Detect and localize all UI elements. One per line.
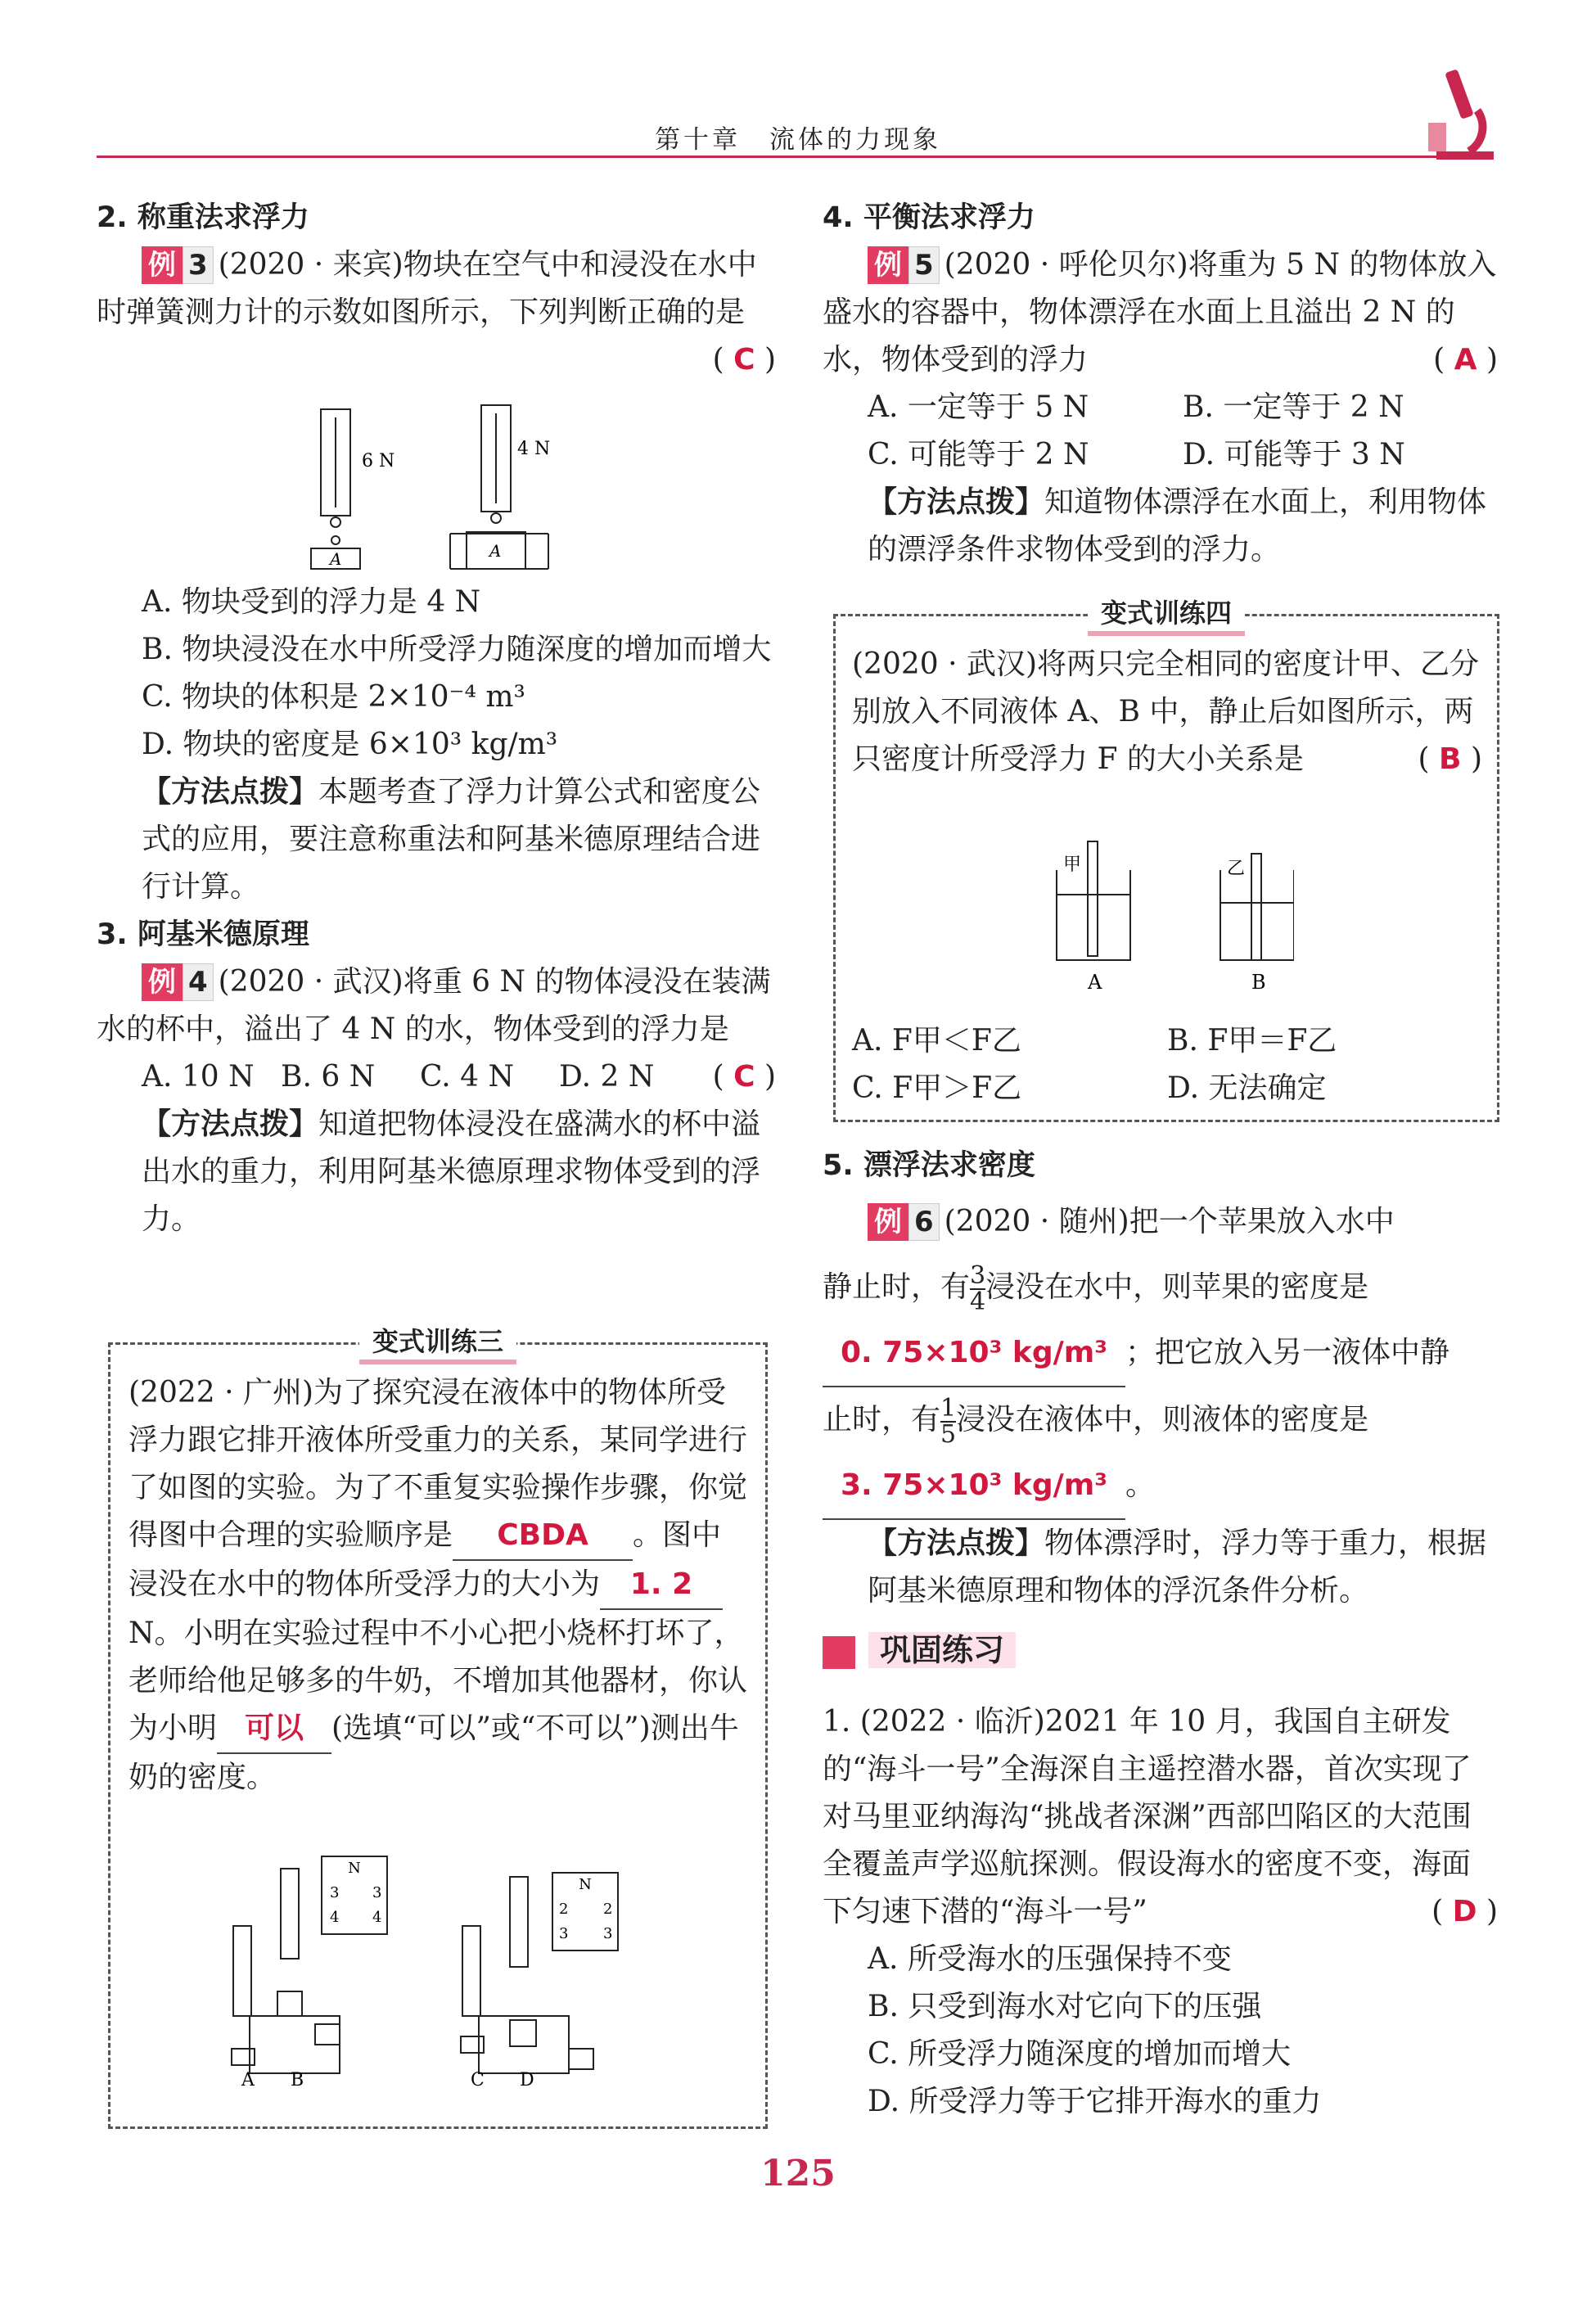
label-liquid-b: B xyxy=(1251,971,1266,993)
answer: C xyxy=(733,1060,755,1094)
example-badge: 例 xyxy=(868,1203,908,1241)
example-5-text: (2020 · 呼伦贝尔)将重为 5 N 的物体放入盛水的容器中，物体漂浮在水面上且溢出 2 N 的水，物体受到的浮力 xyxy=(823,248,1497,377)
fraction-3-4 xyxy=(970,1261,986,1316)
answer: A xyxy=(1454,343,1477,377)
left-column xyxy=(97,194,776,384)
example-badge: 例 xyxy=(142,963,183,1001)
denominator: 4 xyxy=(970,1288,986,1316)
scale-d-2: 3 xyxy=(559,1925,569,1942)
question-1 xyxy=(823,1698,1498,2126)
example-5: 例 5 (2020 · 呼伦贝尔)将重为 5 N 的物体放入盛水的容器中，物体漂浮在水面上且溢出 2 N 的水，物体受到的浮力 ( A ) xyxy=(823,248,1498,377)
block-a-2: A xyxy=(489,541,502,561)
option: A. 10 N xyxy=(142,1060,255,1094)
option: D. 所受浮力等于它排开海水的重力 xyxy=(868,2085,1322,2118)
review-icon xyxy=(823,1636,855,1669)
training-title: 变式训练四 xyxy=(1088,595,1245,636)
answer: C xyxy=(733,343,755,377)
answer: D xyxy=(1452,1895,1477,1928)
scale-b-1: 3 xyxy=(330,1884,340,1901)
option: D. 可能等于 3 N xyxy=(1183,438,1405,471)
blank-apple-density: 0. 75×10³ kg/m³ xyxy=(823,1320,1125,1387)
ex4-tip xyxy=(97,1101,776,1243)
scale-d-0: N xyxy=(579,1876,592,1893)
question-1-text: 1. (2022 · 临沂)2021 年 10 月，我国自主研发的“海斗一号”全海深自主遥控潜水器，首次实现了对马里亚纳海沟“挑战者深渊”西部凹陷区的大范围全覆盖声学巡航探测。假设海水的密度不变，海面下匀速下潜的“海斗一号” ( D ) xyxy=(823,1705,1498,1928)
example-4: 例 4 (2020 · 武汉)将重 6 N 的物体浸没在装满水的杯中，溢出了 4 N 的水，物体受到的浮力是 ( C ) xyxy=(97,965,776,1094)
ex3-tip xyxy=(97,769,776,911)
ex5-tip xyxy=(823,479,1498,574)
scale-b-2: 4 xyxy=(330,1909,340,1926)
text: (2020 · 随州)把一个苹果放入水中 xyxy=(944,1205,1395,1238)
text: 。图中浸没在水中的物体所受浮力的大小为 xyxy=(128,1518,722,1601)
training-title: 变式训练三 xyxy=(359,1324,516,1364)
blank-buoyancy: 1. 2 xyxy=(600,1561,723,1610)
example-3-text: (2020 · 来宾)物块在空气中和浸没在水中时弹簧测力计的示数如图所示，下列判断正确的是 xyxy=(97,248,757,329)
example-6 xyxy=(823,1189,1498,1520)
ex3-option-b: B. 物块浸没在水中所受浮力随深度的增加而增大 xyxy=(142,633,772,666)
option: A. F甲＜F乙 xyxy=(852,1024,1021,1058)
header-rule xyxy=(97,156,1488,158)
blank-liquid-density: 3. 75×10³ kg/m³ xyxy=(823,1453,1125,1520)
block-a-1: A xyxy=(330,549,342,569)
numerator: 1 xyxy=(940,1394,957,1423)
example-number: 4 xyxy=(183,963,214,1001)
example-badge: 例 xyxy=(868,246,908,284)
scale-b-3: 3 xyxy=(372,1884,382,1901)
ex4-options xyxy=(97,1053,776,1101)
review-section-title xyxy=(823,1625,1016,1670)
training-4-body: (2020 · 武汉)将两只完全相同的密度计甲、乙分别放入不同液体 A、B 中，静止后如图所示，两只密度计所受浮力 F 的大小关系是 ( B ) xyxy=(852,647,1482,776)
right-column xyxy=(823,194,1498,574)
option: C. 所受浮力随深度的增加而增大 xyxy=(868,2037,1292,2071)
fraction-1-5 xyxy=(940,1396,956,1447)
text: ；把它放入另一液体中静 xyxy=(1125,1336,1450,1369)
label-b: B xyxy=(291,2070,304,2090)
tip-text: 知道把物体浸没在盛满水的杯中溢出水的重力，利用阿基米德原理求物体受到的浮力。 xyxy=(142,1107,761,1236)
example-4-text: (2020 · 武汉)将重 6 N 的物体浸没在装满水的杯中，溢出了 4 N 的水，物体受到的浮力是 xyxy=(97,965,771,1046)
blank-can: 可以 xyxy=(217,1705,331,1754)
training-box-4 xyxy=(833,598,1499,1122)
scale-d-3: 2 xyxy=(603,1901,613,1918)
spring-scale-figure xyxy=(303,401,581,573)
answer: B xyxy=(1439,742,1462,776)
option: A. 一定等于 5 N xyxy=(868,390,1089,424)
example-number: 5 xyxy=(908,246,940,284)
train4-options xyxy=(852,1017,1482,1112)
section-5-title: 5. 漂浮法求密度 xyxy=(823,1149,1035,1182)
option: C. 4 N xyxy=(420,1060,514,1094)
text: 。 xyxy=(1125,1468,1156,1502)
page-number: 125 xyxy=(760,2153,836,2194)
text: (2022 · 广州)为了探究浸在液体中的物体所受浮力跟它排开液体所受重力的关系，某同学进行了如图的实验。为了不重复实验操作步骤，你觉得图中合理的实验顺序是 xyxy=(128,1376,748,1552)
text: 1. (2022 · 临沂)2021 年 10 月，我国自主研发的“海斗一号”全海深自主遥控潜水器，首次实现了对马里亚纳海沟“挑战者深渊”西部凹陷区的大范围全覆盖声学巡航探测。假设海水的密度不变，海面下匀速下潜的“海斗一号” xyxy=(823,1705,1472,1928)
left-column-2 xyxy=(97,579,776,1243)
scale-d-4: 3 xyxy=(603,1925,613,1942)
hydrometer-figure xyxy=(1032,837,1294,993)
text: (2020 · 武汉)将两只完全相同的密度计甲、乙分别放入不同液体 A、B 中，静止后如图所示，两只密度计所受浮力 F 的大小关系是 xyxy=(852,647,1480,776)
text: 止时，有 xyxy=(823,1403,941,1436)
option: D. 2 N xyxy=(559,1060,655,1094)
review-title: 巩固练习 xyxy=(868,1632,1016,1668)
training-4-text xyxy=(852,641,1482,783)
scale-b-4: 4 xyxy=(372,1909,382,1926)
section-2-title: 2. 称重法求浮力 xyxy=(97,201,309,234)
label-liquid-a: A xyxy=(1088,971,1102,993)
training-box-3 xyxy=(108,1326,768,2129)
option: B. 只受到海水对它向下的压强 xyxy=(868,1990,1262,2023)
blank-order: CBDA xyxy=(453,1512,633,1561)
section-4-title: 4. 平衡法求浮力 xyxy=(823,201,1035,234)
text: 静止时，有 xyxy=(823,1270,971,1304)
chapter-header: 第十章 流体的力现象 xyxy=(655,125,941,155)
ex3-option-a: A. 物块受到的浮力是 4 N xyxy=(142,585,481,619)
option: C. F甲＞F乙 xyxy=(852,1071,1022,1105)
label-jia: 甲 xyxy=(1063,855,1082,875)
numerator: 3 xyxy=(970,1261,986,1290)
example-badge: 例 xyxy=(142,246,183,284)
scale-b-0: N xyxy=(348,1860,361,1877)
denominator: 5 xyxy=(940,1420,957,1449)
example-3: 例 3 (2020 · 来宾)物块在空气中和浸没在水中时弹簧测力计的示数如图所示，下列判断正确的是 ( C ) xyxy=(97,248,776,377)
text: (选填“可以”或“不可以”)测出牛奶的密度。 xyxy=(128,1711,739,1794)
tip-text: 知道物体漂浮在水面上，利用物体的漂浮条件求物体受到的浮力。 xyxy=(868,485,1487,566)
tip-tag: 【方法点拨】 xyxy=(868,1527,1045,1560)
option: B. F甲＝F乙 xyxy=(1167,1024,1337,1058)
ex3-option-d: D. 物块的密度是 6×10³ kg/m³ xyxy=(142,728,558,761)
tip-text: 物体漂浮时，浮力等于重力，根据阿基米德原理和物体的浮沉条件分析。 xyxy=(868,1527,1487,1608)
label-d: D xyxy=(520,2070,534,2090)
text: 浸没在液体中，则液体的密度是 xyxy=(956,1403,1369,1436)
tip-text: 本题考查了浮力计算公式和密度公式的应用，要注意称重法和阿基米德原理结合进行计算。 xyxy=(142,775,761,904)
text: 浸没在水中，则苹果的密度是 xyxy=(985,1270,1369,1304)
example-number: 6 xyxy=(908,1203,940,1241)
label-c: C xyxy=(471,2070,485,2090)
tip-tag: 【方法点拨】 xyxy=(142,1107,319,1141)
label-a: A xyxy=(241,2070,255,2090)
experiment-figure xyxy=(217,1852,692,2090)
ex6-tip xyxy=(823,1520,1498,1615)
section-3-title: 3. 阿基米德原理 xyxy=(97,918,309,951)
reading-a: 6 N xyxy=(362,451,395,471)
ex3-option-c: C. 物块的体积是 2×10⁻⁴ m³ xyxy=(142,680,525,714)
scale-d-1: 2 xyxy=(559,1901,569,1918)
option: A. 所受海水的压强保持不变 xyxy=(868,1942,1232,1976)
option: C. 可能等于 2 N xyxy=(868,438,1089,471)
microscope-icon xyxy=(1420,61,1502,164)
tip-tag: 【方法点拨】 xyxy=(868,485,1045,519)
example-number: 3 xyxy=(183,246,214,284)
label-yi: 乙 xyxy=(1227,859,1246,879)
training-3-text xyxy=(128,1369,751,1802)
option: B. 一定等于 2 N xyxy=(1183,390,1404,424)
option: B. 6 N xyxy=(281,1060,376,1094)
ex5-options xyxy=(823,384,1498,479)
right-column-2 xyxy=(823,1142,1498,1615)
reading-b: 4 N xyxy=(517,439,551,459)
training-3-body xyxy=(128,1369,751,1802)
option: D. 无法确定 xyxy=(1167,1071,1327,1105)
tip-tag: 【方法点拨】 xyxy=(142,775,319,809)
text: N。小明在实验过程中不小心把小烧杯打坏了，老师给他足够多的牛奶，不增加其他器材，你认为小明 xyxy=(128,1617,748,1745)
